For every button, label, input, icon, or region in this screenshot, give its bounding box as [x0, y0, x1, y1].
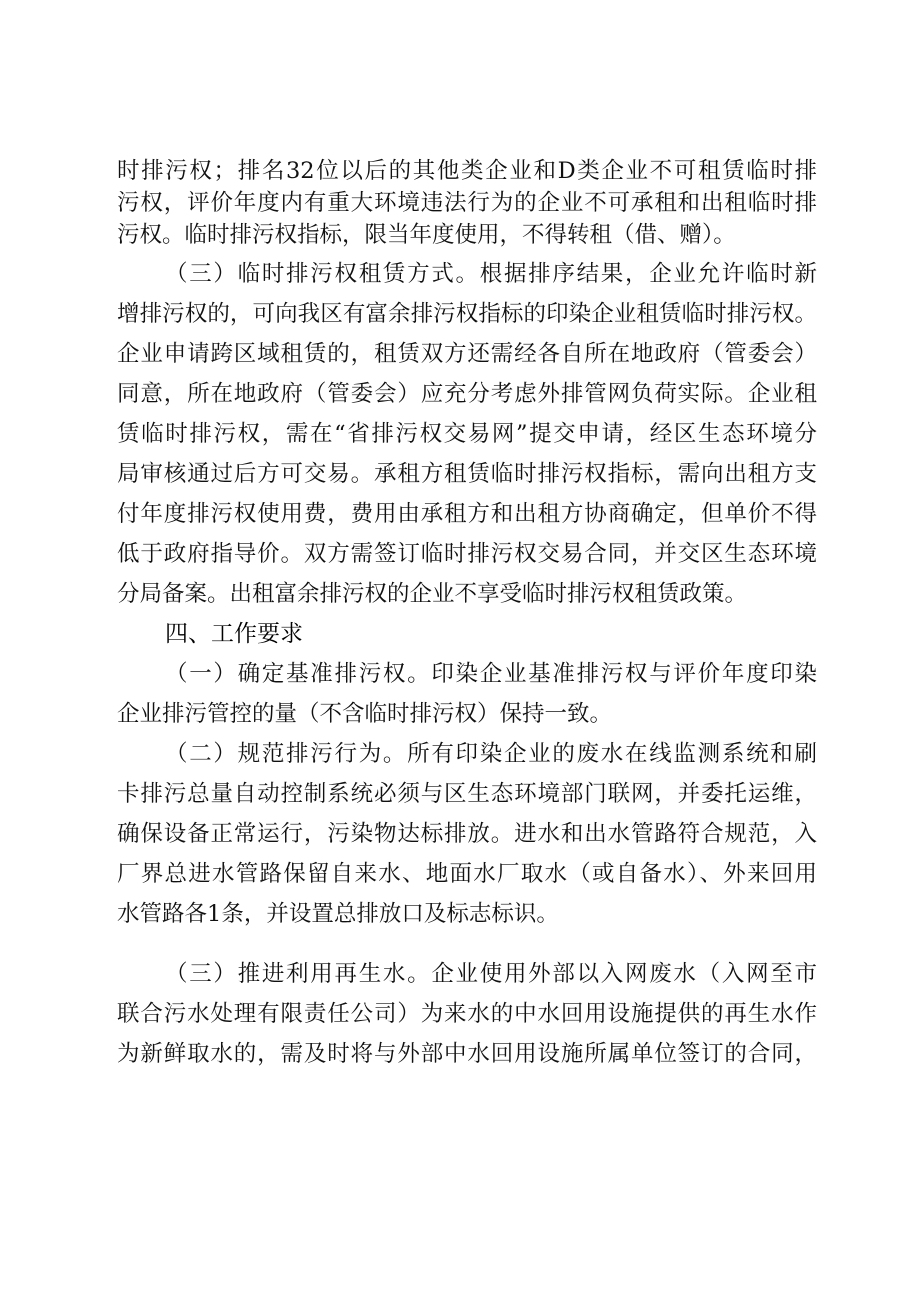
- text-line: 联合污水处理有限责任公司）为来水的中水回用设施提供的再生水作: [117, 1001, 817, 1027]
- text-line: 确保设备正常运行，污染物达标排放。进水和出水管路符合规范，入: [117, 821, 817, 847]
- text-line: 企业申请跨区域租赁的，租赁双方还需经各自所在地政府（管委会）: [117, 341, 817, 367]
- text-line: 局审核通过后方可交易。承租方租赁临时排污权指标，需向出租方支: [117, 461, 817, 487]
- paragraph-first-line: （一）确定基准排污权。印染企业基准排污权与评价年度印染: [165, 661, 817, 687]
- text-line: 时排污权；排名32位以后的其他类企业和D类企业不可租赁临时排: [117, 158, 817, 184]
- text-line: 污权，评价年度内有重大环境违法行为的企业不可承租和出租临时排: [117, 190, 817, 216]
- text-line: 付年度排污权使用费，费用由承租方和出租方协商确定，但单价不得: [117, 501, 817, 527]
- paragraph-first-line: （三）推进利用再生水。企业使用外部以入网废水（入网至市: [165, 961, 817, 987]
- text-line: 赁临时排污权，需在“省排污权交易网”提交申请，经区生态环境分: [117, 421, 817, 447]
- paragraph-first-line: （二）规范排污行为。所有印染企业的废水在线监测系统和刷: [165, 741, 817, 767]
- text-line: 水管路各1条，并设置总排放口及标志标识。: [117, 901, 559, 927]
- text-line: 卡排污总量自动控制系统必须与区生态环境部门联网，并委托运维，: [117, 781, 817, 807]
- paragraph-first-line: （三）临时排污权租赁方式。根据排序结果，企业允许临时新: [165, 261, 817, 287]
- text-line: 污权。临时排污权指标，限当年度使用，不得转租（借、赠）。: [117, 222, 736, 248]
- text-line: 增排污权的，可向我区有富余排污权指标的印染企业租赁临时排污权。: [117, 301, 817, 327]
- text-line: 低于政府指导价。双方需签订临时排污权交易合同，并交区生态环境: [117, 541, 817, 567]
- section-heading: 四、工作要求: [165, 621, 303, 647]
- text-line: 厂界总进水管路保留自来水、地面水厂取水（或自备水）、外来回用: [117, 861, 817, 887]
- text-line: 同意，所在地政府（管委会）应充分考虑外排管网负荷实际。企业租: [117, 381, 817, 407]
- text-line: 企业排污管控的量（不含临时排污权）保持一致。: [117, 701, 613, 727]
- text-line: 为新鲜取水的，需及时将与外部中水回用设施所属单位签订的合同，: [117, 1041, 817, 1067]
- text-line: 分局备案。出租富余排污权的企业不享受临时排污权租赁政策。: [117, 581, 748, 607]
